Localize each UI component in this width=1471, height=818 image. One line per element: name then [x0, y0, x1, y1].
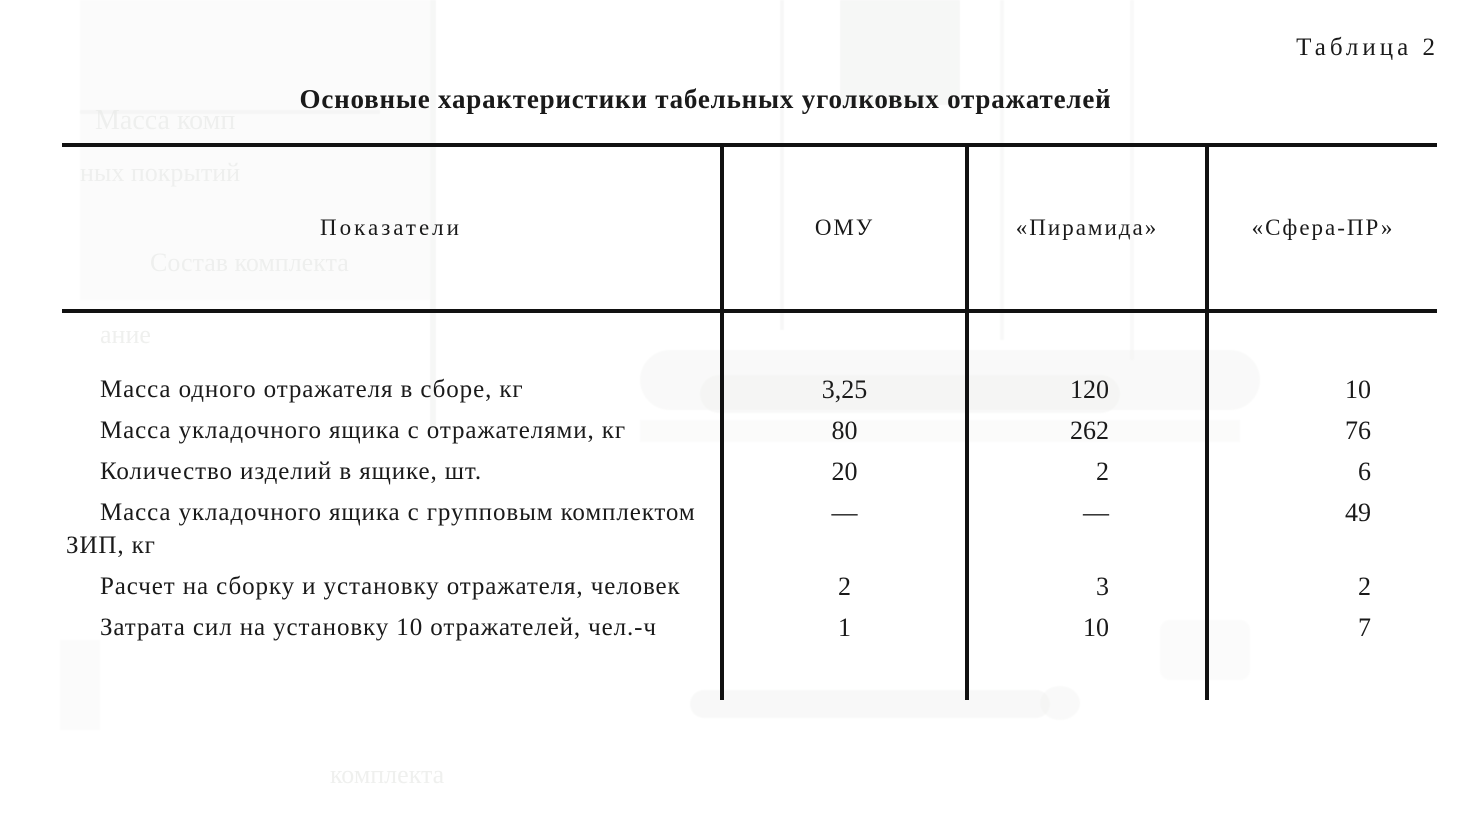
- column-header-piramida: «Пирамида»: [967, 147, 1207, 309]
- row-value-piramida: 3: [967, 564, 1207, 605]
- table-number-label: Таблица 2: [1296, 34, 1439, 61]
- spacer-cell-sfera: [1207, 313, 1437, 367]
- tail-cell-sfera: [1207, 646, 1437, 700]
- row-indicator: Масса укладочного ящика с отражателями, кг: [100, 417, 626, 444]
- data-table: [62, 147, 1437, 309]
- table-row: [62, 449, 1437, 490]
- table-row: [62, 367, 1437, 408]
- row-value-omu: 1: [722, 605, 967, 646]
- row-value-omu: —: [722, 490, 967, 564]
- table-row: [62, 490, 1437, 564]
- spacer-cell-piramida: [967, 313, 1207, 367]
- table-spacer-row: [62, 313, 1437, 367]
- row-indicator: Масса укладочного ящика с групповым комплектом ЗИП, кг: [66, 499, 696, 559]
- row-value-omu: 2: [722, 564, 967, 605]
- page-title: Основные характеристики табельных уголковых отражателей: [299, 84, 1112, 114]
- data-table-body: [62, 313, 1437, 700]
- table-tail-row: [62, 646, 1437, 700]
- tail-cell-indicator: [62, 646, 722, 700]
- column-header-omu: ОМУ: [722, 147, 967, 309]
- spacer-cell-indicator: [62, 313, 722, 367]
- row-indicator: Затрата сил на установку 10 отражателей, чел.-ч: [100, 614, 657, 641]
- table-row: [62, 564, 1437, 605]
- row-indicator: Расчет на сборку и установку отражателя, человек: [100, 573, 681, 600]
- row-value-omu: 3,25: [722, 367, 967, 408]
- row-value-sfera: 76: [1207, 408, 1437, 449]
- row-value-sfera: 2: [1207, 564, 1437, 605]
- row-value-piramida: 120: [967, 367, 1207, 408]
- row-indicator: Масса одного отражателя в сборе, кг: [100, 376, 524, 403]
- row-value-omu: 20: [722, 449, 967, 490]
- row-value-omu: 80: [722, 408, 967, 449]
- table-row: [62, 605, 1437, 646]
- row-value-sfera: 10: [1207, 367, 1437, 408]
- tail-cell-piramida: [967, 646, 1207, 700]
- spacer-cell-omu: [722, 313, 967, 367]
- table-header-row: [62, 147, 1437, 309]
- scan-background-artifacts: Масса комп ных покрытий Состав комплекта ание комплекта: [0, 0, 1471, 818]
- row-value-piramida: 262: [967, 408, 1207, 449]
- row-value-sfera: 49: [1207, 490, 1437, 564]
- table-row: [62, 408, 1437, 449]
- row-value-piramida: 10: [967, 605, 1207, 646]
- column-header-sfera-pr: «Сфера-ПР»: [1207, 147, 1437, 309]
- row-indicator: Количество изделий в ящике, шт.: [100, 458, 483, 485]
- data-table-wrapper: [62, 143, 1437, 700]
- column-header-indicator: Показатели: [320, 215, 462, 240]
- tail-cell-omu: [722, 646, 967, 700]
- row-value-sfera: 6: [1207, 449, 1437, 490]
- row-value-piramida: 2: [967, 449, 1207, 490]
- row-value-sfera: 7: [1207, 605, 1437, 646]
- row-value-piramida: —: [967, 490, 1207, 564]
